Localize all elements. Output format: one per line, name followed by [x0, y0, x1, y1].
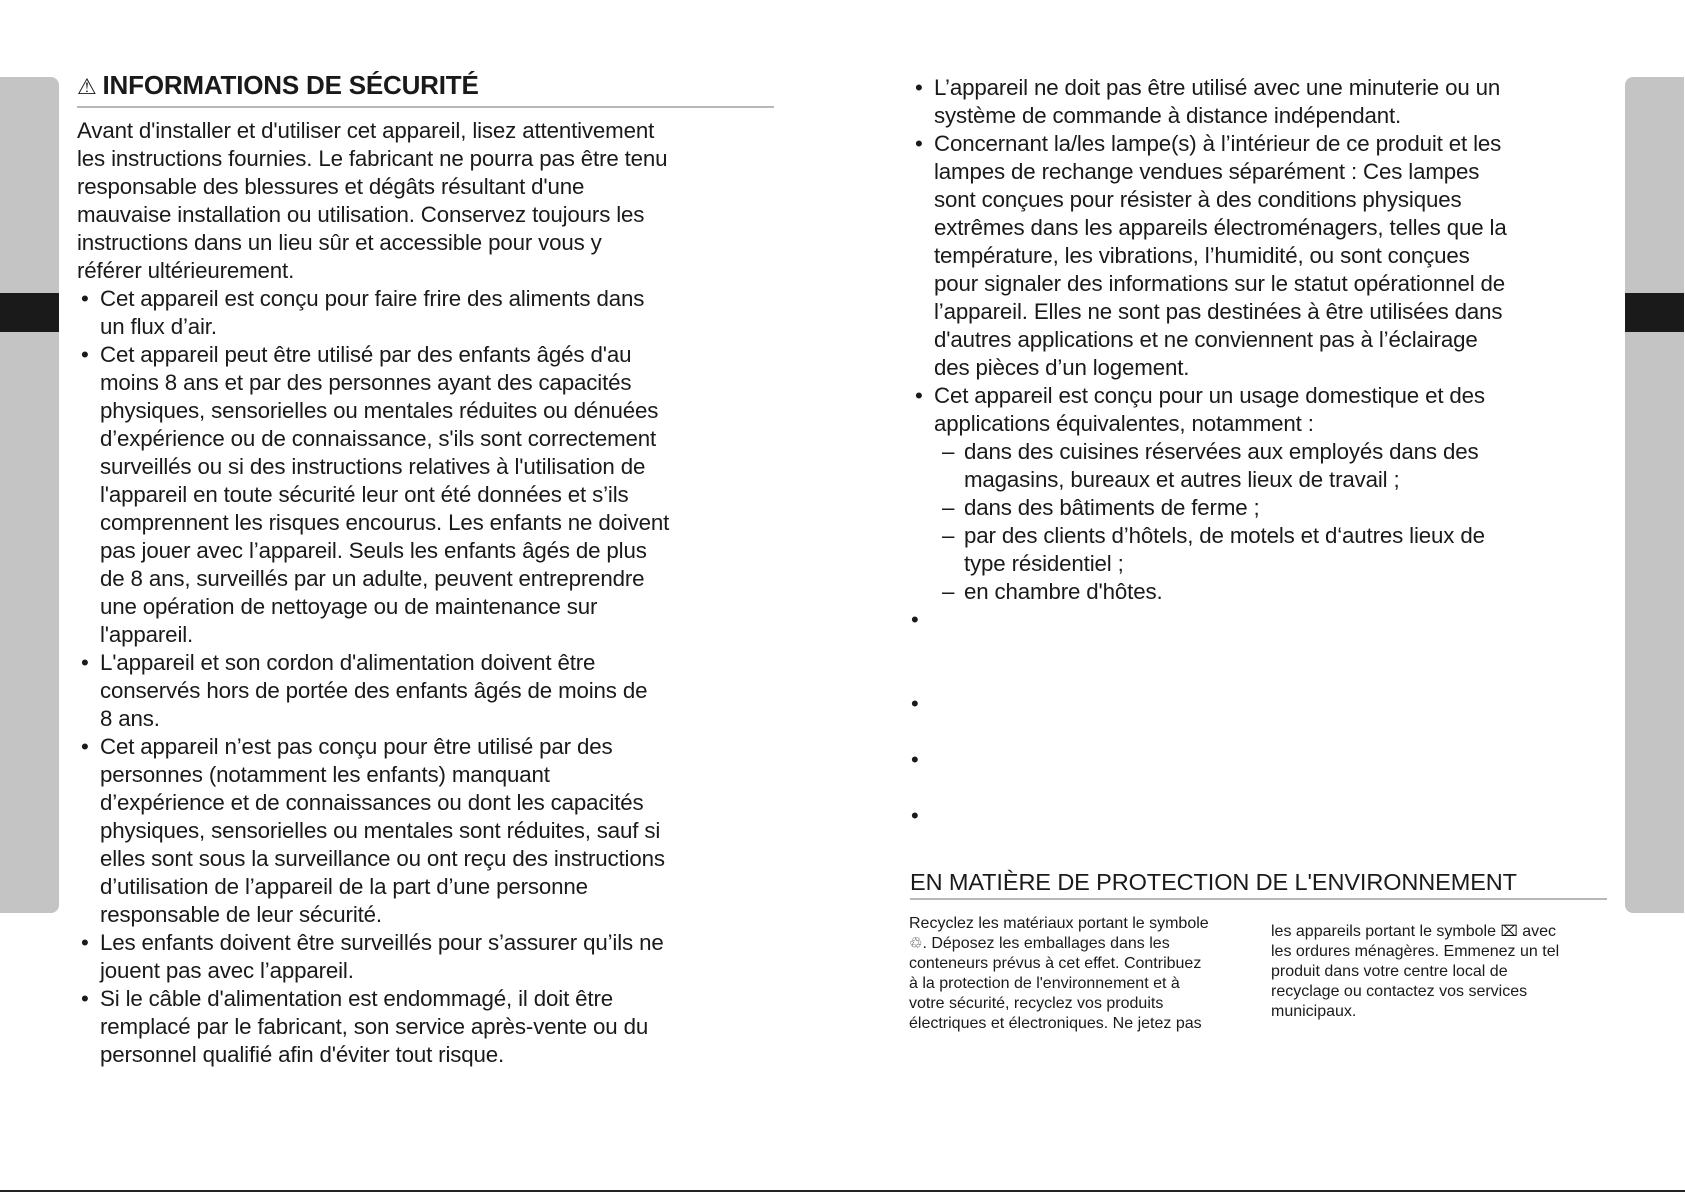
text-line: responsable des blessures et dégâts résultant d'une	[77, 174, 585, 199]
env-line: votre sécurité, recyclez vos produits	[909, 995, 1164, 1012]
text-line: d’expérience ou de connaissance, s'ils sont correctement	[100, 426, 657, 451]
bullet-item-line: • Cet appareil est conçu pour un usage domestique et des	[915, 383, 1485, 408]
text-line: référer ultérieurement.	[77, 258, 295, 283]
text-line: l’appareil. Elles ne sont pas destinées à être utilisées dans	[934, 299, 1503, 324]
bullet-marker: •	[81, 734, 89, 759]
environment-divider	[910, 898, 1607, 900]
text-line: physiques, sensorielles ou mentales réduites ou dénuées	[100, 398, 659, 423]
bullet-marker: •	[915, 131, 923, 156]
bullet-item-line: • L'appareil et son cordon d'alimentation doivent être	[81, 650, 596, 675]
text-line: remplacé par le fabricant, son service après-vente ou du	[100, 1014, 649, 1039]
text-line: moins 8 ans et par des personnes ayant des capacités	[100, 370, 632, 395]
text-line: système de commande à distance indépendant.	[934, 103, 1402, 128]
env-line: électriques et électroniques. Ne jetez pas	[909, 1015, 1202, 1032]
bullet-marker: •	[915, 75, 923, 100]
text-line: personnel qualifié afin d'éviter tout risque.	[100, 1042, 505, 1067]
text-line: un flux d’air.	[100, 314, 217, 339]
environment-text-col1	[909, 914, 1209, 1034]
text-line: 8 ans.	[100, 706, 160, 731]
text-line: instructions dans un lieu sûr et accessible pour vous y	[77, 230, 602, 255]
text-line: pas jouer avec l’appareil. Seuls les enfants âgés de plus	[100, 538, 647, 563]
empty-bullet: •	[911, 803, 919, 828]
text-line: d’utilisation de l’appareil de la part d’une personne	[100, 874, 588, 899]
text-line: Avant d'installer et d'utiliser cet appareil, lisez attentivement	[77, 118, 655, 143]
bullet-item-line: • Cet appareil n’est pas conçu pour être utilisé par des	[81, 734, 613, 759]
text-line: mauvaise installation ou utilisation. Conservez toujours les	[77, 202, 645, 227]
text-line: comprennent les risques encourus. Les enfants ne doivent	[100, 510, 670, 535]
env-line: municipaux.	[1271, 1003, 1357, 1020]
text-line: des pièces d’un logement.	[934, 355, 1190, 380]
weee-bin-icon: ⌧	[1500, 923, 1518, 940]
bullet-item-line: • L’appareil ne doit pas être utilisé avec une minuterie ou un	[915, 75, 1501, 100]
bullet-item-line: – dans des bâtiments de ferme ;	[942, 495, 1260, 520]
section-tab-left	[0, 77, 59, 913]
bullet-item-line: • Si le câble d'alimentation est endommagé, il doit être	[81, 986, 613, 1011]
right-column	[911, 74, 1507, 606]
text-line: lampes de rechange vendues séparément : Ces lampes	[934, 159, 1480, 184]
env-line: les appareils portant le symbole ⌧ avec	[1271, 923, 1557, 940]
section-tab-right	[1625, 77, 1684, 913]
bullet-marker: •	[915, 383, 923, 408]
text-line: personnes (notamment les enfants) manquant	[100, 762, 550, 787]
text-line: type résidentiel ;	[964, 551, 1124, 576]
environment-heading: EN MATIÈRE DE PROTECTION DE L'ENVIRONNEMENT	[910, 869, 1517, 895]
bullet-marker: •	[81, 650, 89, 675]
bullet-marker: •	[81, 342, 89, 367]
text-line: jouent pas avec l’appareil.	[100, 958, 354, 983]
bullet-item-line: • Cet appareil peut être utilisé par des enfants âgés d'au	[81, 342, 632, 367]
text-line: physiques, sensorielles ou mentales sont réduites, sauf si	[100, 818, 661, 843]
dash-marker: –	[942, 439, 955, 464]
text-line: de 8 ans, surveillés par un adulte, peuvent entreprendre	[100, 566, 645, 591]
empty-bullet: •	[911, 747, 919, 772]
environment-text-col2	[1271, 922, 1559, 1022]
bullet-marker: •	[81, 930, 89, 955]
bullet-marker: •	[81, 986, 89, 1011]
text-line: l'appareil en toute sécurité leur ont été données et s’ils	[100, 482, 629, 507]
empty-bullet: •	[911, 691, 919, 716]
bullet-item-line: • Concernant la/les lampe(s) à l’intérieur de ce produit et les	[915, 131, 1502, 156]
page-title-text: INFORMATIONS DE SÉCURITÉ	[102, 70, 479, 100]
env-line: à la protection de l'environnement et à	[909, 975, 1180, 992]
env-line: Recyclez les matériaux portant le symbole	[909, 915, 1209, 932]
left-column	[77, 117, 669, 1069]
env-line: recyclage ou contactez vos services	[1271, 983, 1528, 1000]
text-line: applications équivalentes, notamment :	[934, 411, 1314, 436]
text-line: surveillés ou si des instructions relatives à l'utilisation de	[100, 454, 646, 479]
env-line: conteneurs prévus à cet effet. Contribuez	[909, 955, 1202, 972]
dash-marker: –	[942, 495, 955, 520]
dash-marker: –	[942, 579, 955, 604]
text-line: conservés hors de portée des enfants âgés de moins de	[100, 678, 648, 703]
bullet-item-line: • Cet appareil est conçu pour faire frire des aliments dans	[81, 286, 645, 311]
text-line: l'appareil.	[100, 622, 194, 647]
text-line: les instructions fournies. Le fabricant ne pourra pas être tenu	[77, 146, 668, 171]
section-tab-marker-right	[1625, 293, 1684, 332]
page-title	[77, 70, 479, 101]
title-divider	[77, 106, 774, 108]
text-line: pour signaler des informations sur le statut opérationnel de	[934, 271, 1506, 296]
env-line: produit dans votre centre local de	[1271, 963, 1508, 980]
bullet-item-line: – en chambre d'hôtes.	[942, 579, 1163, 604]
section-tab-marker-left	[0, 293, 59, 332]
text-line: d'autres applications et ne conviennent pas à l’éclairage	[934, 327, 1478, 352]
text-line: sont conçues pour résister à des conditions physiques	[934, 187, 1462, 212]
bullet-marker: •	[81, 286, 89, 311]
env-line: ♲. Déposez les emballages dans les	[909, 935, 1170, 952]
text-line: elles sont sous la surveillance ou ont reçu des instructions	[100, 846, 665, 871]
env-line: les ordures ménagères. Emmenez un tel	[1271, 943, 1560, 960]
bullet-item-line: – par des clients d’hôtels, de motels et d‘autres lieux de	[942, 523, 1485, 548]
warning-icon: ⚠	[77, 74, 97, 99]
text-line: responsable de leur sécurité.	[100, 902, 382, 927]
dash-marker: –	[942, 523, 955, 548]
text-line: une opération de nettoyage ou de maintenance sur	[100, 594, 598, 619]
recycle-icon: ♲	[909, 935, 923, 952]
empty-bullet: •	[911, 607, 919, 632]
text-line: température, les vibrations, l’humidité, ou sont conçues	[934, 243, 1470, 268]
text-line: extrêmes dans les appareils électroménagers, telles que la	[934, 215, 1507, 240]
bullet-item-line: • Les enfants doivent être surveillés pour s’assurer qu’ils ne	[81, 930, 664, 955]
text-line: magasins, bureaux et autres lieux de travail ;	[964, 467, 1400, 492]
bullet-item-line: – dans des cuisines réservées aux employés dans des	[942, 439, 1479, 464]
text-line: d’expérience et de connaissances ou dont les capacités	[100, 790, 644, 815]
